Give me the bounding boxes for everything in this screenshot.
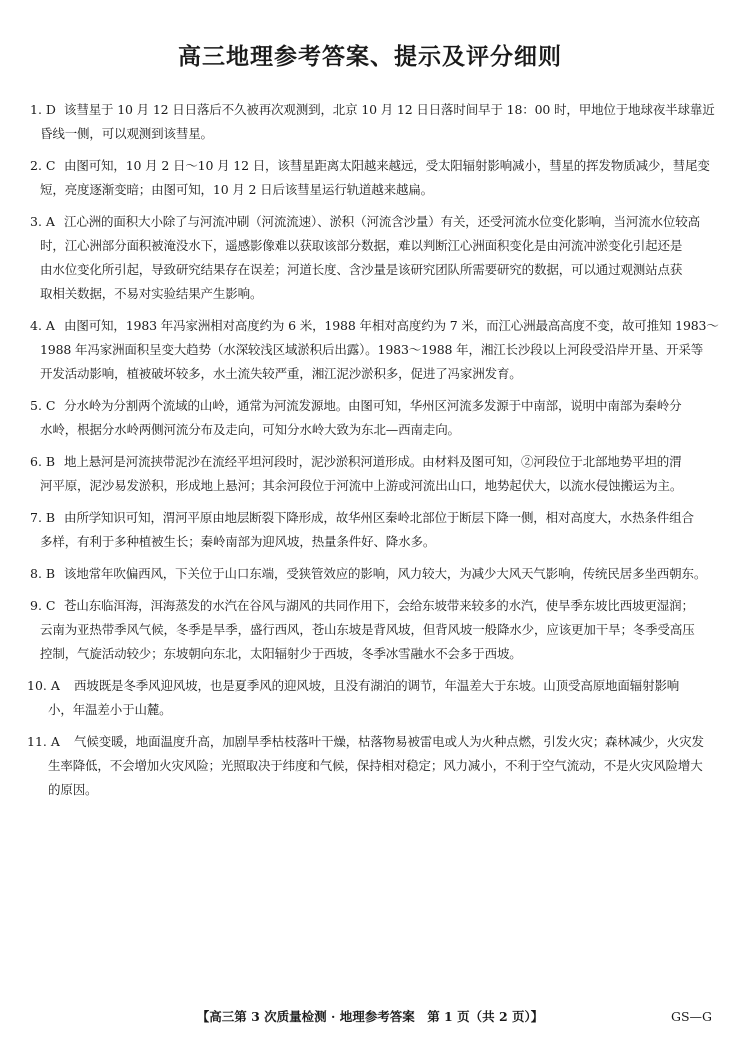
- answer-text-line: 云南为亚热带季风气候，冬季是旱季，盛行西风，苍山东坡是背风坡，但背风坡一般降水少，应该更加干旱；冬季受高压: [40, 622, 695, 637]
- answer-item-4: [0, 314, 740, 386]
- answer-item-11: [0, 730, 740, 802]
- footer-page-info: 【高三第 3 次质量检测 · 地理参考答案 第 1 页（共 2 页）】: [196, 1009, 544, 1024]
- answer-text-line: 该地常年吹偏西风，下关位于山口东端，受狭管效应的影响，风力较大，为减少大风天气影响，传统民居多坐西朝东。: [64, 566, 707, 581]
- answer-text-line: 多样，有利于多种植被生长；秦岭南部为迎风坡，热量条件好、降水多。: [40, 534, 436, 549]
- answer-item-1: [0, 98, 740, 146]
- answer-text-line: 由水位变化所引起，导致研究结果存在误差；河道长度、含沙量是该研究团队所需要研究的数据，可以通过观测站点获: [40, 262, 683, 277]
- answer-text-line: 时，江心洲部分面积被淹没水下，遥感影像难以获取该部分数据，难以判断江心洲面积变化是由河流冲淤变化引起还是: [40, 238, 683, 253]
- answer-text-line: 1988 年冯家洲面积呈变大趋势（水深较浅区域淤积后出露）。1983～1988 年，湘江长沙段以上河段受沿岸开垦、开采等: [40, 342, 704, 357]
- answer-text-line: 小，年温差小于山麓。: [48, 702, 172, 717]
- answer-text-line: 分水岭为分割两个流域的山岭，通常为河流发源地。由图可知，华州区河流多发源于中南部，说明中南部为秦岭分: [64, 398, 682, 413]
- answer-text-line: 的原因。: [48, 782, 98, 797]
- answer-item-8: [0, 562, 740, 586]
- answer-text-line: 取相关数据，不易对实验结果产生影响。: [40, 286, 263, 301]
- answer-item-9: [0, 594, 740, 666]
- answer-text-line: 短，亮度逐渐变暗；由图可知，10 月 2 日后该彗星运行轨道越来越扁。: [40, 182, 434, 197]
- answer-text-line: 该彗星于 10 月 12 日日落后不久被再次观测到，北京 10 月 12 日日落时间早于 18：00 时，甲地位于地球夜半球靠近: [64, 102, 715, 117]
- answer-number: 9. C: [30, 598, 56, 613]
- answer-list: [0, 98, 740, 810]
- answer-number: 8. B: [30, 566, 56, 581]
- footer-code: GS—G: [670, 1009, 712, 1024]
- answer-text-line: 生率降低，不会增加火灾风险；光照取决于纬度和气候，保持相对稳定；风力减小，不利于空气流动，不是火灾风险增大: [48, 758, 703, 773]
- answer-text-line: 江心洲的面积大小除了与河流冲刷（河流流速）、淤积（河流含沙量）有关，还受河流水位变化影响，当河流水位较高: [64, 214, 700, 229]
- answer-text-line: 西坡既是冬季风迎风坡，也是夏季风的迎风坡，且没有湖泊的调节，年温差大于东坡。山顶受高原地面辐射影响: [74, 678, 680, 693]
- answer-text-line: 河平原，泥沙易发淤积，形成地上悬河；其余河段位于河流中上游或河流出山口，地势起伏大，以流水侵蚀搬运为主。: [40, 478, 683, 493]
- answer-text-line: 由图可知，10 月 2 日～10 月 12 日，该彗星距离太阳越来越远，受太阳辐射影响减小，彗星的挥发物质减少，彗尾变: [64, 158, 710, 173]
- answer-item-6: [0, 450, 740, 498]
- answer-text-line: 由图可知，1983 年冯家洲相对高度约为 6 米，1988 年相对高度约为 7 米，而江心洲最高高度不变，故可推知 1983～: [64, 318, 719, 333]
- answer-number: 3. A: [30, 214, 55, 229]
- answer-number: 7. B: [30, 510, 56, 525]
- answer-number: 11. A: [27, 734, 60, 749]
- answer-item-7: [0, 506, 740, 554]
- answer-number: 2. C: [30, 158, 56, 173]
- answer-number: 10. A: [27, 678, 60, 693]
- answer-number: 6. B: [30, 454, 56, 469]
- answer-text-line: 水岭，根据分水岭两侧河流分布及走向，可知分水岭大致为东北—西南走向。: [40, 422, 460, 437]
- answer-item-2: [0, 154, 740, 202]
- answer-number: 5. C: [30, 398, 56, 413]
- answer-number: 4. A: [30, 318, 55, 333]
- answer-item-5: [0, 394, 740, 442]
- answer-text-line: 气候变暖，地面温度升高，加剧旱季枯枝落叶干燥，枯落物易被雷电或人为火种点燃，引发火灾；森林减少，火灾发: [74, 734, 704, 749]
- answer-number: 1. D: [30, 102, 56, 117]
- answer-text-line: 苍山东临洱海，洱海蒸发的水汽在谷风与湖风的共同作用下，会给东坡带来较多的水汽，使旱季东坡比西坡更湿润；: [64, 598, 694, 613]
- answer-item-3: [0, 210, 740, 306]
- answer-text-line: 昏线一侧，可以观测到该彗星。: [40, 126, 213, 141]
- answer-text-line: 地上悬河是河流挟带泥沙在流经平坦河段时，泥沙淤积河道形成。由材料及图可知，②河段位于北部地势平坦的渭: [64, 454, 682, 469]
- answer-text-line: 开发活动影响，植被破坏较多，水土流失较严重，湘江泥沙淤积多，促进了冯家洲发育。: [40, 366, 522, 381]
- page-title: 高三地理参考答案、提示及评分细则: [178, 44, 562, 70]
- answer-text-line: 控制，气旋活动较少；东坡朝向东北，太阳辐射少于西坡，冬季冰雪融水不会多于西坡。: [40, 646, 522, 661]
- answer-item-10: [0, 674, 740, 722]
- answer-text-line: 由所学知识可知，渭河平原由地层断裂下降形成，故华州区秦岭北部位于断层下降一侧，相对高度大，水热条件组合: [64, 510, 694, 525]
